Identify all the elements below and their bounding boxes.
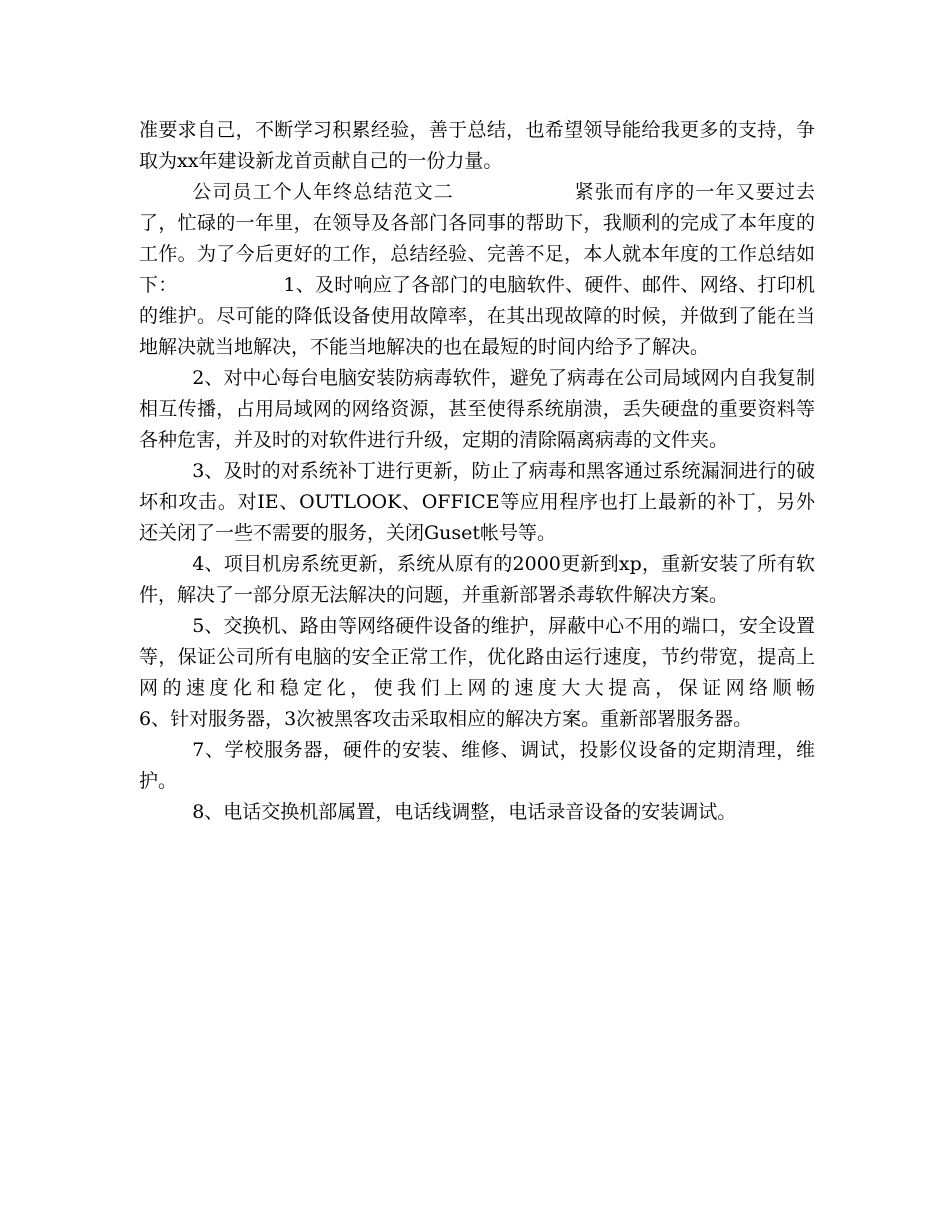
paragraph-2: 公司员工个人年终总结范文二 紧张而有序的一年又要过去了，忙碌的一年里，在领导及各部门各同事的帮助下，我顺利的完成了本年度的工作。为了今后更好的工作，总结经验、完善不足，本人就本年度的工作总结如下： 1、及时响应了各部门的电脑软件、硬件、邮件、网络、打印机的维护。尽可能的降低设备使用故障率，在其出现故障的时候，并做到了能在当地解决就当地解决，不能当地解决的也在最短的时间内给予了解决。: [139, 181, 815, 358]
paragraph-4: 3、及时的对系统补丁进行更新，防止了病毒和黑客通过系统漏洞进行的破坏和攻击。对IE、OUTLOOK、OFFICE等应用程序也打上最新的补丁，另外还关闭了一些不需要的服务，关闭Guset帐号等。: [139, 460, 815, 544]
paragraph-5: 4、项目机房系统更新，系统从原有的2000更新到xp，重新安装了所有软件，解决了一部分原无法解决的问题，并重新部署杀毒软件解决方案。: [139, 553, 815, 606]
paragraph-7: 7、学校服务器，硬件的安装、维修、调试，投影仪设备的定期清理，维护。: [139, 739, 815, 792]
paragraph-1: 准要求自己，不断学习积累经验，善于总结，也希望领导能给我更多的支持，争取为xx年建设新龙首贡献自己的一份力量。: [139, 119, 815, 172]
paragraph-6: 5、交换机、路由等网络硬件设备的维护，屏蔽中心不用的端口，安全设置等，保证公司所有电脑的安全正常工作，优化路由运行速度，节约带宽，提高上网的速度化和稳定化，使我们上网的速度大大提高，保证网络顺畅 6、针对服务器，3次被黑客攻击采取相应的解决方案。重新部署服务器。: [139, 615, 911, 730]
document-body: [139, 115, 911, 828]
paragraph-8: 8、电话交换机部属置，电话线调整，电话录音设备的安装调试。: [192, 801, 737, 823]
paragraph-3: 2、对中心每台电脑安装防病毒软件，避免了病毒在公司局域网内自我复制相互传播，占用局域网的网络资源，甚至使得系统崩溃，丢失硬盘的重要资料等各种危害，并及时的对软件进行升级，定期的清除隔离病毒的文件夹。: [139, 367, 815, 451]
